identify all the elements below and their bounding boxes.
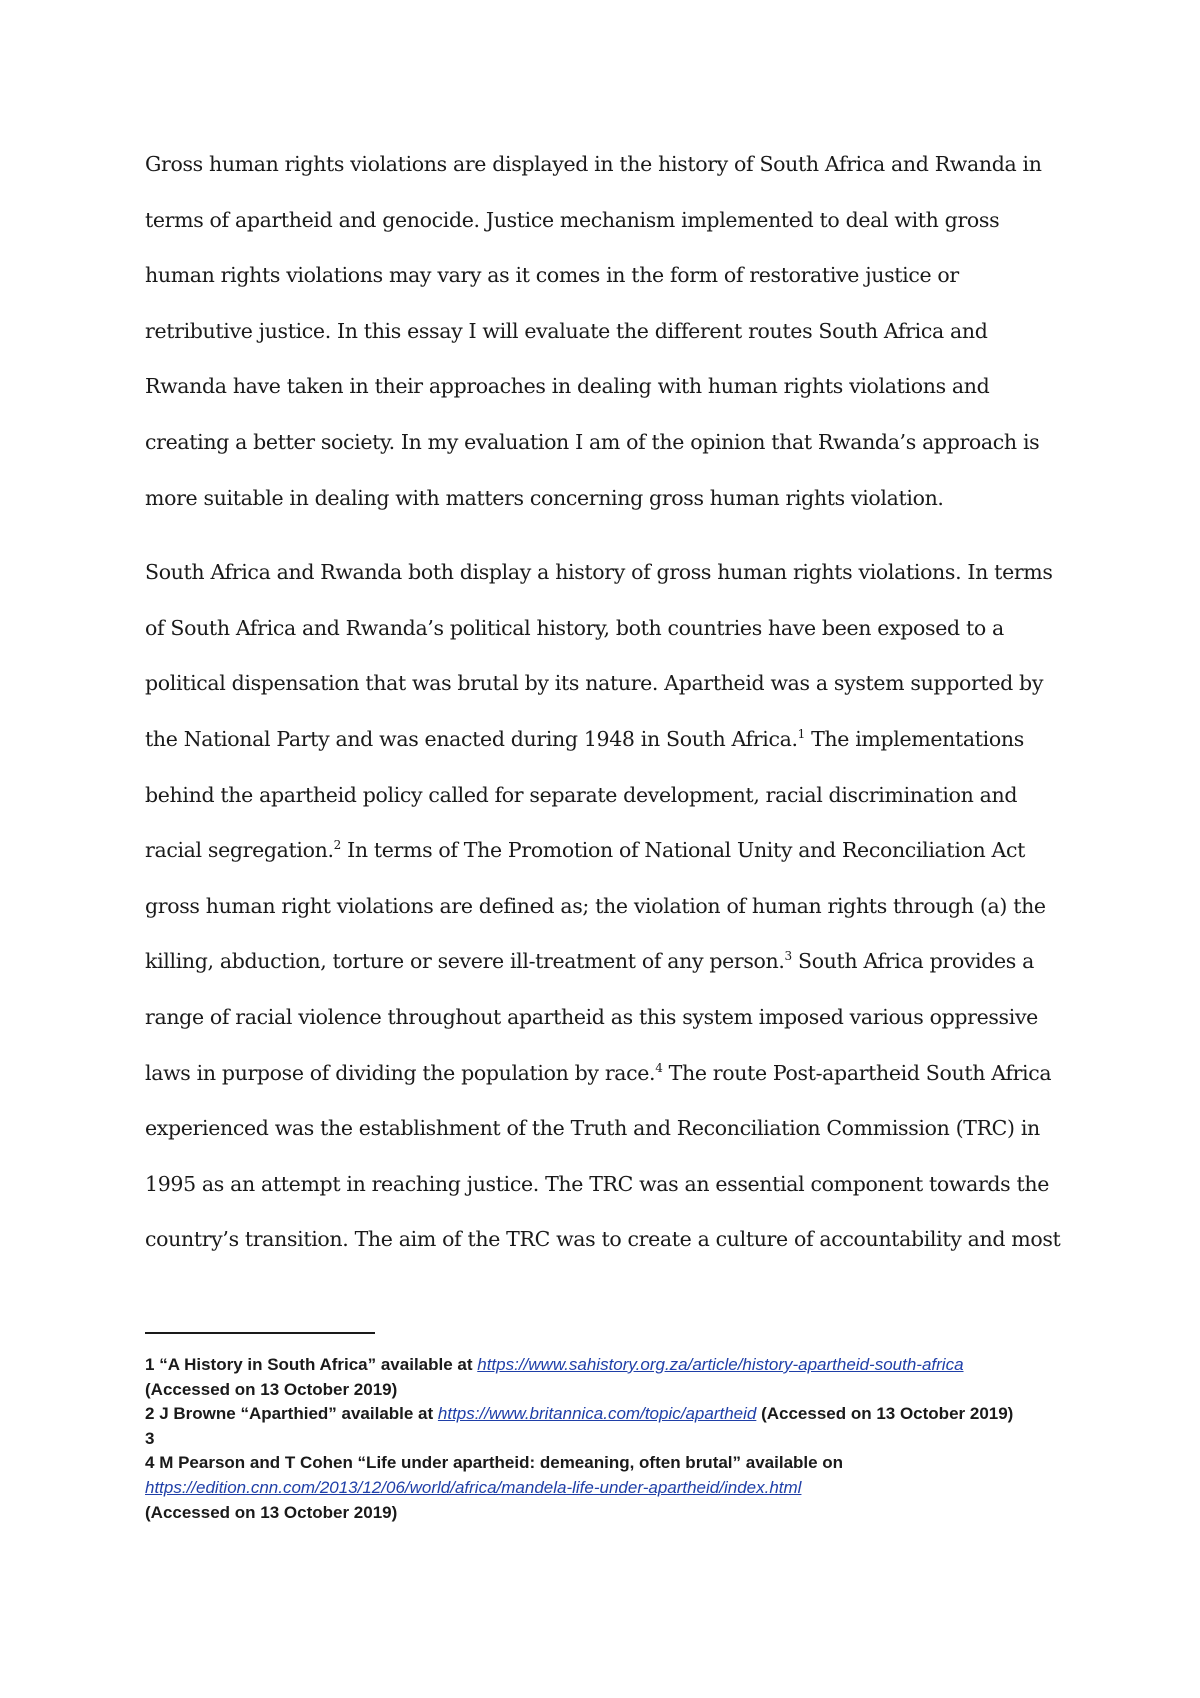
paragraph-text: South Africa provides a range of racial violence throughout apartheid as this system imposed various oppressive laws in purpose of dividing the population by race. — [145, 949, 1038, 1085]
footnote — [145, 1451, 1055, 1525]
footnote-number: 2 — [145, 1404, 155, 1424]
paragraph — [145, 137, 1065, 526]
paragraph-text: The implementations behind the apartheid policy called for separate development, racial discrimination and racial segregation. — [145, 726, 1024, 863]
footnote-number: 1 — [145, 1355, 155, 1374]
footnote — [145, 1427, 1055, 1452]
footnotes — [145, 1353, 1055, 1525]
footnote-link[interactable]: https://www.britannica.com/topic/apartheid — [437, 1404, 757, 1424]
footnote — [145, 1402, 1055, 1427]
footnote-number: 4 — [145, 1453, 155, 1473]
footnote-separator — [145, 1332, 375, 1334]
paragraph-text: Gross human rights violations are displayed in the history of South Africa and Rwanda in terms of apartheid and genocide. Justice mechanism implemented to deal with gross human rights violations may vary as it comes in the form of restorative justice or retributive justice. In this essay I will evaluate the different routes South Africa and Rwanda have taken in their approaches in dealing with human rights violations and creating a better society. In my evaluation I am of the opinion that Rwanda’s approach is more suitable in dealing with matters concerning gross human rights violation. — [145, 152, 1042, 510]
paragraph-text: The route Post-apartheid South Africa experienced was the establishment of the Truth and Reconciliation Commission (TRC) in 1995 as an attempt in reaching justice. The TRC was an essential component towards the country’s transition. The aim of the TRC was to create a culture of accountability and most — [145, 1060, 1061, 1252]
footnote-access-date: (Accessed on 13 October 2019) — [145, 1502, 398, 1522]
footnote-marker: 1 — [797, 726, 805, 741]
footnote-access-date: (Accessed on 13 October 2019) — [756, 1404, 1014, 1424]
footnote-text: M Pearson and T Cohen “Life under apartheid: demeaning, often brutal” available on — [159, 1453, 844, 1473]
essay-body — [145, 137, 1065, 1268]
footnote-marker: 2 — [333, 838, 341, 853]
paragraph — [145, 545, 1065, 1268]
paragraph-text: In terms of The Promotion of National Unity and Reconciliation Act gross human right violations are defined as; the violation of human rights through (a) the killing, abduction, torture or severe ill-treatment of any person. — [145, 838, 1046, 974]
paragraph-text: South Africa and Rwanda both display a history of gross human rights violations. In terms of South Africa and Rwanda’s political history, both countries have been exposed to a political dispensation that was brutal by its nature. Apartheid was a system supported by the National Party and was enacted during 1948 in South Africa. — [145, 560, 1053, 751]
footnote-marker: 3 — [784, 949, 792, 964]
footnote-text: J Browne “Aparthied” available at — [159, 1404, 438, 1424]
footnote-number: 3 — [145, 1428, 155, 1448]
footnote-link[interactable]: https://www.sahistory.org.za/article/history-apartheid-south-africa — [477, 1355, 964, 1374]
footnote-marker: 4 — [655, 1060, 663, 1075]
footnote-access-date: (Accessed on 13 October 2019) — [145, 1379, 398, 1399]
footnote-link[interactable]: https://edition.cnn.com/2013/12/06/world/africa/mandela-life-under-apartheid/index.html — [145, 1477, 802, 1497]
footnote — [145, 1353, 1055, 1402]
footnote-text: “A History in South Africa” available at — [159, 1355, 478, 1374]
